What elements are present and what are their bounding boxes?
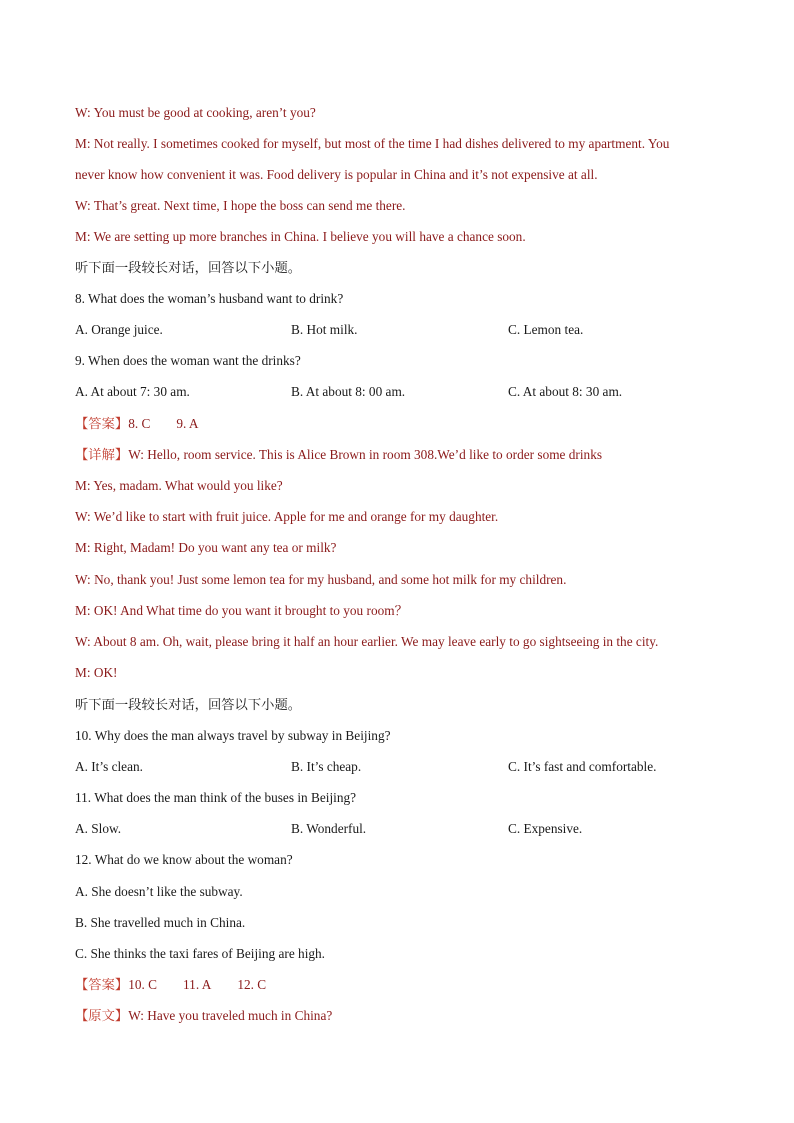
q12-option-a: A. She doesn’t like the subway. [75,884,243,899]
q8-option-c: C. Lemon tea. [508,322,584,337]
answer-line [75,976,266,994]
dialogue-line: W: We’d like to start with fruit juice. Apple for me and orange for my daughter. [75,509,499,524]
dialogue-line: never know how convenient it was. Food delivery is popular in China and it’s not expensive at all. [75,167,598,182]
section-instruction: 听下面一段较长对话，回答以下小题。 [75,697,302,712]
q10-option-c: C. It’s fast and comfortable. [508,759,657,774]
q11-option-c: C. Expensive. [508,821,583,836]
answer-value: 9. A [176,416,199,431]
q11-option-b: B. Wonderful. [291,821,367,836]
q9-option-c: C. At about 8: 30 am. [508,384,623,399]
section-instruction: 听下面一段较长对话，回答以下小题。 [75,260,302,275]
dialogue-line: M: OK! [75,665,118,680]
answer-label: 【答案】 [75,416,129,431]
dialogue-line: W: No, thank you! Just some lemon tea for my husband, and some hot milk for my children. [75,572,567,587]
dialogue-line: M: OK! And What time do you want it brought to you room？ [75,603,408,618]
q10-option-a: A. It’s clean. [75,759,143,774]
q8-option-b: B. Hot milk. [291,322,358,337]
answer-line [75,415,199,433]
q11-option-a: A. Slow. [75,821,122,836]
original-label: 【原文】 [75,1008,129,1023]
dialogue-line: M: We are setting up more branches in China. I believe you will have a chance soon. [75,229,526,244]
dialogue-line: M: Right, Madam! Do you want any tea or milk? [75,540,337,555]
q8-option-a: A. Orange juice. [75,322,163,337]
dialogue-line: M: Not really. I sometimes cooked for myself, but most of the time I had dishes delivered to my apartment. You [75,136,670,151]
original-line [75,1007,332,1025]
answer-value: 12. C [237,977,267,992]
q9-option-b: B. At about 8: 00 am. [291,384,406,399]
dialogue-line: W: About 8 am. Oh, wait, please bring it half an hour earlier. We may leave early to go sightseeing in the city. [75,634,659,649]
dialogue-line: W: That’s great. Next time, I hope the boss can send me there. [75,198,406,213]
detail-label: 【详解】 [75,447,129,462]
question-9: 9. When does the woman want the drinks? [75,353,301,368]
answer-value: 10. C [128,977,158,992]
question-11: 11. What does the man think of the buses in Beijing? [75,790,357,805]
dialogue-line: W: You must be good at cooking, aren’t you? [75,105,316,120]
q12-option-c: C. She thinks the taxi fares of Beijing are high. [75,946,326,961]
q10-option-b: B. It’s cheap. [291,759,362,774]
answer-label: 【答案】 [75,977,129,992]
answer-value: 8. C [128,416,151,431]
question-8: 8. What does the woman’s husband want to drink? [75,291,344,306]
question-10: 10. Why does the man always travel by subway in Beijing? [75,728,391,743]
answer-value: 11. A [183,977,212,992]
dialogue-line: M: Yes, madam. What would you like? [75,478,283,493]
q12-option-b: B. She travelled much in China. [75,915,246,930]
q9-option-a: A. At about 7: 30 am. [75,384,190,399]
original-text: W: Have you traveled much in China? [128,1008,333,1023]
detail-line [75,446,602,464]
detail-text: W: Hello, room service. This is Alice Brown in room 308.We’d like to order some drinks [128,447,603,462]
question-12: 12. What do we know about the woman? [75,852,293,867]
